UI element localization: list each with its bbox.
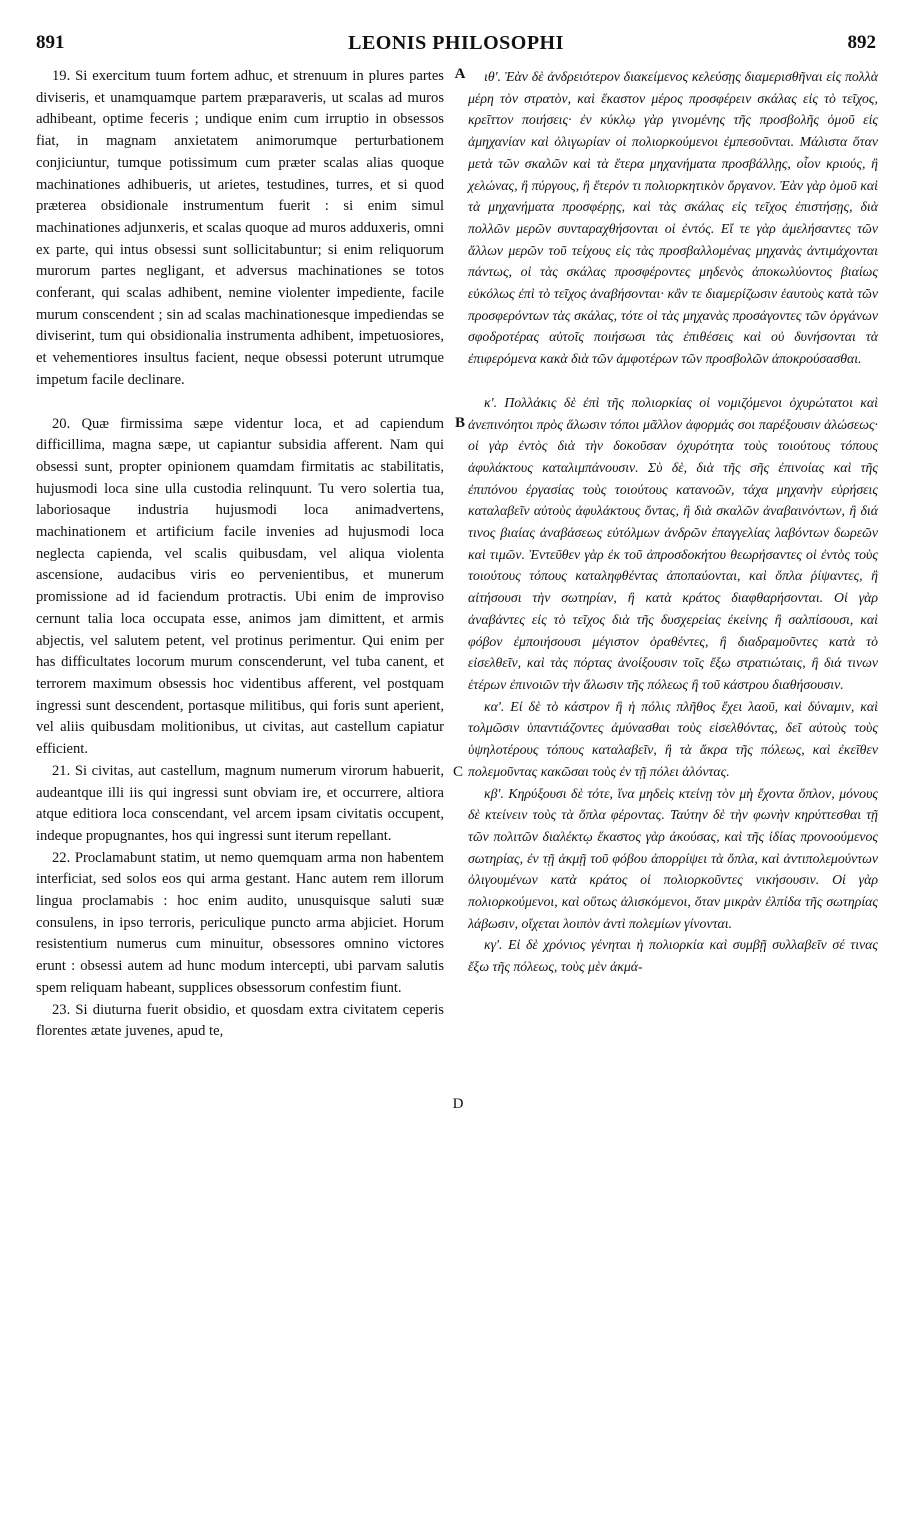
latin-paragraph-22: 22. Proclamabunt statim, ut nemo quemquam arma non habentem interficiat, sed solos eos qui arma gestant. Hanc autem rem illorum lingua proclamabis : hoc enim audito, unusquisque saluti suæ consulens, in ipso terroris, periculique puncto arma abjiciet. Horum resistentium numerus cum minuitur, obsessores omnino victores erunt : obsessi autem ad hunc modum intercepti, ubi parvam salutis spem reliquam habeant, supplices obsessorum confestim fiunt. xyxy=(36,849,444,996)
latin-paragraph-23: 23. Si diuturna fuerit obsidio, et quosdam extra civitatem ceperis florentes ætate juvenes, apud te, xyxy=(36,1001,444,1040)
greek-paragraph-20: κ'. Πολλάκις δὲ ἐπὶ τῆς πολιορκίας οἱ νομιζόμενοι ὀχυρώτατοι καὶ ἀνεπινόητοι πρὸς ἅλωσιν τόποι μᾶλλον ἀφορμάς σοι παρέξουσιν ἁλώσεως· οἱ γὰρ ἐντὸς διὰ τὴν δοκοῦσαν ὀχυρότητα τοὺς τοιούτους τόπους ἀφυλάκτους καταλιμπάνουσιν. Σὺ δὲ, διὰ τῆς σῆς ἐπινοίας καὶ τῆς ἐπιπόνου ἐργασίας τοὺς τοιούτους κατανοῶν, τάχα μηχανὴν εὑρήσεις καταλαβεῖν αὐτοὺς ἀφυλάκτους ὄντας, ἢ διὰ σκαλῶν ἀναβαινόντων, ἢ διά τινος βιαίας ἀναβάσεως εὐτόλμων ἀνδρῶν ἐπαγγελίας λαβόντων δωρεῶν καὶ τιμῶν. Ἐντεῦθεν γὰρ ἐκ τοῦ ἀπροσδοκήτου θεωρήσαντες οἱ ἐντὸς τοὺς τοιούτους τόπους καταληφθέντας ἀποπαύονται, καὶ ὅπλα ῥίψαντες, ἢ αἰτήσουσι τὴν σωτηρίαν, ἢ κατὰ κράτος διαφθαρήσονται. Οἱ γὰρ ἀναβάντες εἰς τὸ τεῖχος διὰ τῆς δυσχερείας ἐκείνης ἢ σαλπίσουσι, καὶ φόβον ἐμποιήσουσι μέγιστον ὁραθέντες, ἢ διαδραμοῦντες κατὰ τὸ εἰσελθεῖν, καὶ τὰς πόρτας ἀνοίξουσιν τοῖς ἔξω στρατιώταις, ἢ διά τινων ἑτέρων ἐπινοιῶν τὴν ἅλωσιν τῆς πόλεως ἢ τοῦ κάστρου διαθήσουσιν. xyxy=(468,394,878,692)
margin-letter-d: D xyxy=(452,1096,464,1112)
margin-letter-b: B xyxy=(454,415,465,431)
running-title: LEONIS PHILOSOPHI xyxy=(348,32,564,54)
latin-column xyxy=(36,66,444,1043)
greek-paragraph-19: ιθ'. Ἐὰν δὲ ἀνδρειότερον διακείμενος κελεύσῃς διαμερισθῆναι εἰς πολλὰ μέρη τὸν στρατὸν, καὶ ἕκαστον μέρος προσφέρειν σκάλας εἰς τὸ τεῖχος, κρεῖττον ποιήσεις· ἐν κύκλῳ γὰρ γινομένης τῆς προσβολῆς ὁμοῦ εἰς ἀμηχανίαν καὶ ὀλιγωρίαν οἱ πολιορκούμενοι ἐμπεσοῦνται. Μάλιστα ὅταν μετὰ τῶν σκαλῶν καὶ τὰ ἕτερα μηχανήματα προσβάλλῃς, οἷον κριούς, ἢ χελώνας, ἢ πύργους, ἢ ἕτερόν τι πολιορκητικὸν ὄργανον. Ἐὰν γὰρ ὁμοῦ καὶ τὰ μηχανήματα προσφέρῃς, καὶ τὰς σκάλας εἰς τεῖχος ἐπιστήσῃς, διὰ πολλῶν μερῶν συνταραχθήσονται οἱ ἐντός. Εἴ τε γὰρ ἀμελήσαντες τῶν ἄλλων μερῶν τοῦ τείχους εἰς τὰς προσβαλλομένας μηχανὰς ἀντιμάχονται πάντως, οἱ τὰς σκάλας προσφέροντες μηδενὸς ἀποκωλύοντος βιαίως εὐκόλως ἐπὶ τὸ τεῖχος ἀναβήσονται· κἂν τε διαμερίζωσιν ἑαυτοὺς κατὰ τῶν προσφερόντων τὰς σκάλας, τότε οἱ τὰς μηχανὰς προσάγοντες τῶν ὀργάνων σφοδροτέρας αὐτοῖς ποιήσωσι τὰς ἐπιθέσεις καὶ οὐ δυνήσονται τὰ ἐπιφερόμενα κακὰ διὰ τῶν ἀμφοτέρων τῶν προσβολῶν ἀποκρούσασθαι. xyxy=(468,69,878,367)
greek-column xyxy=(468,66,878,978)
latin-paragraph-21: 21. Si civitas, aut castellum, magnum numerum virorum habuerit, audeantque illi iis qui ingressi sunt obviam ire, et occurrere, altiora atque editiora loca conscendant, vel arcem ipsam civitatis occupent, indeque propugnantes, hos qui ingressi sunt iterum repellant. xyxy=(36,762,444,844)
greek-paragraph-22: κβ'. Κηρύξουσι δὲ τότε, ἵνα μηδεὶς κτείνῃ τὸν μὴ ἔχοντα ὅπλον, μόνους δὲ κτείνειν τοὺς τὰ ὅπλα φέροντας. Ταύτην δὲ τὴν φωνὴν κηρύττεσθαι τῇ τῶν πολιτῶν διαλέκτῳ ἕκαστος γὰρ ἀκούσας, καὶ τῆς ἰδίας προνοούμενος σωτηρίας, ἐν τῇ ἀκμῇ τοῦ φόβου ἀπορρίψει τὰ ὅπλα, καὶ ἀντιπολεμούντων ὀλιγουμένων κατὰ κράτος οἱ πολιορκοῦντες νικήσουσιν. Οἱ γὰρ πολιορκούμενοι, καὶ οὕτως ἁλισκόμενοι, ὅταν μικρὰν ἐλπίδα τῆς σωτηρίας λάβωσιν, οἴχεται λοιπὸν ἀντὶ πολεμίων γίνονται. xyxy=(468,785,878,931)
left-page-number: 891 xyxy=(36,32,65,53)
running-header xyxy=(36,32,876,60)
margin-letter-a: A xyxy=(454,66,466,82)
margin-letter-c: C xyxy=(452,764,463,780)
right-page-number: 892 xyxy=(847,32,876,53)
greek-paragraph-21: κα'. Εἰ δὲ τὸ κάστρον ἢ ἡ πόλις πλῆθος ἔχει λαοῦ, καὶ δύναμιν, καὶ τολμῶσιν ὑπαντιάζοντες ἀμύνασθαι τοὺς εἰσελθόντας, δεῖ αὐτοὺς τοὺς ὑψηλοτέρους τόπους καταλαβεῖν, ἢ τὰ ἄκρα τῆς πόλεως, καὶ ἐκεῖθεν πολεμοῦντας κακῶσαι τοὺς ἐν τῇ πόλει ἀλόντας. xyxy=(468,698,878,779)
latin-paragraph-20: 20. Quæ firmissima sæpe videntur loca, et ad capiendum difficillima, magna sæpe, ut capiantur subsidia afferent. Nam qui obsessi sunt, propter opinionem quamdam firmitatis ac stabilitatis, hujusmodi loca sine ulla custodia relinquunt. Tu vero solertia tua, laboriosaque industria hujusmodi loca animadvertens, machinationem et artificium facile invenies ad hujusmodi loca neglecta capienda, vel scalis quibusdam, vel aliqua violenta ascensione, audacibus viris eo pervenientibus, et munerum promissione ad id faciendum protractis. Ubi enim de improviso cernunt talia loca occupata esse, animos jam dimittent, et armis abjectis, vel salutem petent, vel protinus perimentur. Qui enim per has difficultates locorum murum conscenderunt, vel tuba canent, et terrorem maximum obsessis hoc videntibus afferent, vel postquam ingressi sunt descendent, portasque militibus, qui foris sunt aperient, vel aliis quibusdam molitionibus, ut civitas, aut castellum capiatur efficient. xyxy=(36,415,444,758)
greek-paragraph-23: κγ'. Εἰ δὲ χρόνιος γένηται ἡ πολιορκία καὶ συμβῇ συλλαβεῖν σέ τινας ἔξω τῆς πόλεως, τοὺς μὲν ἀκμά- xyxy=(468,937,878,975)
latin-paragraph-19: 19. Si exercitum tuum fortem adhuc, et strenuum in plures partes diviseris, et unamquamque partem præparaveris, ut scalas ad muros adhibeant, optime feceris ; undique enim cum irruptio in obsessos fiat, in magnam anxietatem animorumque perturbationem conjiciuntur, tumque potissimum cum præter scalas alias quoque machinationes adhibueris, ut arietes, testudines, turres, et si quod præterea obsidionale instrumentum fuerit : si enim simul machinationes adjunxeris, et scalas quoque ad muros adduxeris, omni ex parte, qui intus obsessi sunt sollicitabuntur; si enim reliquorum murorum partes negligant, et adversus machinationes se totos conferant, qui scalas adhibent, nemine violenter impediente, facile murum conscendent ; sin ad scalas machinationesque impediendas se diviserint, tum qui obsidionalia instrumenta adhibent, impetuosiores, et vehementiores insultus facient, neque obsessi poterunt utrumque impetum facile declinare. xyxy=(36,68,444,388)
